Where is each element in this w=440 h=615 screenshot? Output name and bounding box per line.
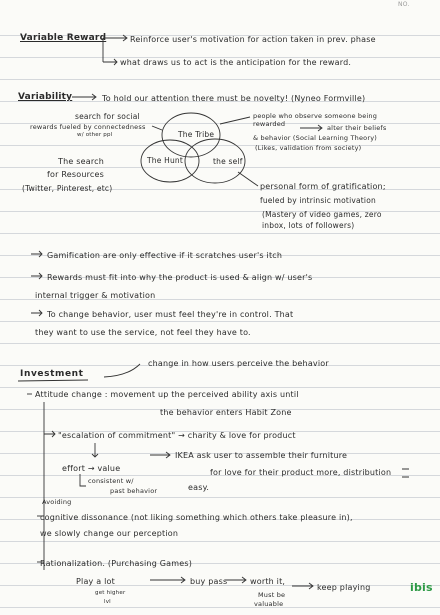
cognitive-line-1: cognitive dissonance (not liking something which others take pleasure in), [40, 513, 353, 522]
bullet-arrow-2 [31, 273, 42, 279]
heading-variability: Variability [18, 92, 73, 102]
bullet-arrow-3 [31, 310, 42, 316]
tribe-pointer-left [152, 126, 162, 130]
valuable-note: valuable [254, 600, 284, 608]
reward-line-2: what draws us to act is the anticipation for the reward. [120, 58, 352, 67]
bullet-arrow-1 [31, 251, 42, 257]
heading-variable-reward: Variable Reward [20, 33, 107, 43]
play-arrow [150, 577, 185, 583]
venn-label-self: the self [213, 157, 243, 166]
tribe-left-note-1: search for social [75, 112, 140, 121]
escalation-line: "escalation of commitment" → charity & love for product [58, 431, 296, 440]
consistent-arrow [80, 474, 86, 486]
self-right-note-1: personal form of gratification; [260, 182, 386, 191]
venn-label-tribe: The Tribe [178, 130, 215, 139]
tribe-right-note-2: rewarded [253, 120, 286, 128]
tribe-right-note-3: alter their beliefs [327, 124, 387, 132]
bullet-rewards: Rewards must fit into why the product is used & align w/ user's [47, 273, 313, 282]
tribe-left-note-2: rewards fueled by connectedness [30, 123, 146, 131]
venn-label-hunt: The Hunt [147, 156, 184, 165]
rationalization-line: Rationalization. (Purchasing Games) [40, 559, 193, 568]
cognitive-line-2: we slowly change our perception [40, 529, 179, 538]
tribe-left-note-3: w/ other ppl [77, 132, 113, 138]
tribe-right-note-1: people who observe someone being [253, 112, 378, 120]
lvl-note: lvl [104, 599, 111, 605]
bullet-change-behavior-cont: they want to use the service, not feel they have to. [35, 328, 251, 337]
variability-description: To hold our attention there must be novelty! (Nyneo Formville) [102, 94, 366, 103]
esc-down-arrow [92, 443, 98, 457]
reward-arrow-2 [110, 59, 117, 65]
bullet-gamification: Gamification are only effective if it scratches user's itch [47, 251, 283, 260]
consistent-note: consistent w/ [88, 477, 134, 485]
past-behavior-note: past behavior [110, 487, 158, 495]
worth-it: worth it, [250, 577, 286, 586]
hunt-left-note-2: for Resources [47, 170, 104, 179]
worth-arrow [292, 583, 313, 589]
get-higher-note: get higher [95, 590, 126, 596]
tribe-right-note-4: & behavior (Social Learning Theory) [253, 134, 378, 142]
ease-note: easy. [188, 483, 210, 492]
variability-arrow [72, 94, 96, 100]
tribe-pointer-right [220, 117, 250, 124]
self-right-note-3: (Mastery of video games, zero [262, 210, 382, 219]
must-be-note: Must be [258, 591, 286, 599]
ikea-arrow [150, 452, 170, 458]
bullet-change-behavior: To change behavior, user must feel they're in control. That [47, 310, 294, 319]
buy-arrow [225, 577, 246, 583]
reward-line-1: Reinforce user's motivation for action taken in prev. phase [130, 35, 376, 44]
hunt-left-note-1: The search [58, 157, 104, 166]
investment-note: change in how users perceive the behavior [148, 359, 329, 368]
tribe-right-note-5: (Likes, validation from society) [255, 144, 362, 152]
page-number-label: NO. [398, 1, 410, 8]
investment-underline [18, 380, 88, 381]
avoiding-label: Avoiding [42, 498, 72, 506]
esc-arrow [44, 431, 55, 437]
investment-note-bracket [104, 364, 140, 377]
play-a-lot: Play a lot [76, 577, 115, 586]
keep-playing: keep playing [317, 583, 371, 592]
reward-arrow-1 [110, 35, 127, 41]
ikea-line-2: for love for their product more, distribution [210, 468, 392, 477]
attitude-line-1: Attitude change : movement up the perceived ability axis until [35, 390, 299, 399]
margin-mark [402, 469, 409, 477]
effort-value: effort → value [62, 464, 121, 473]
ikea-line-1: IKEA ask user to assemble their furniture [175, 451, 348, 460]
hunt-left-note-3: (Twitter, Pinterest, etc) [22, 184, 113, 193]
attitude-line-2: the behavior enters Habit Zone [160, 408, 292, 417]
buy-pass: buy pass [190, 577, 228, 586]
self-right-note-2: fueled by intrinsic motivation [260, 196, 376, 205]
self-pointer [238, 172, 258, 186]
alter-arrow [300, 125, 322, 131]
heading-investment: Investment [20, 369, 84, 379]
self-right-note-4: inbox, lots of followers) [262, 221, 355, 230]
notebook-brand-logo: ibis [410, 581, 433, 594]
bullet-rewards-cont: internal trigger & motivation [35, 291, 156, 300]
